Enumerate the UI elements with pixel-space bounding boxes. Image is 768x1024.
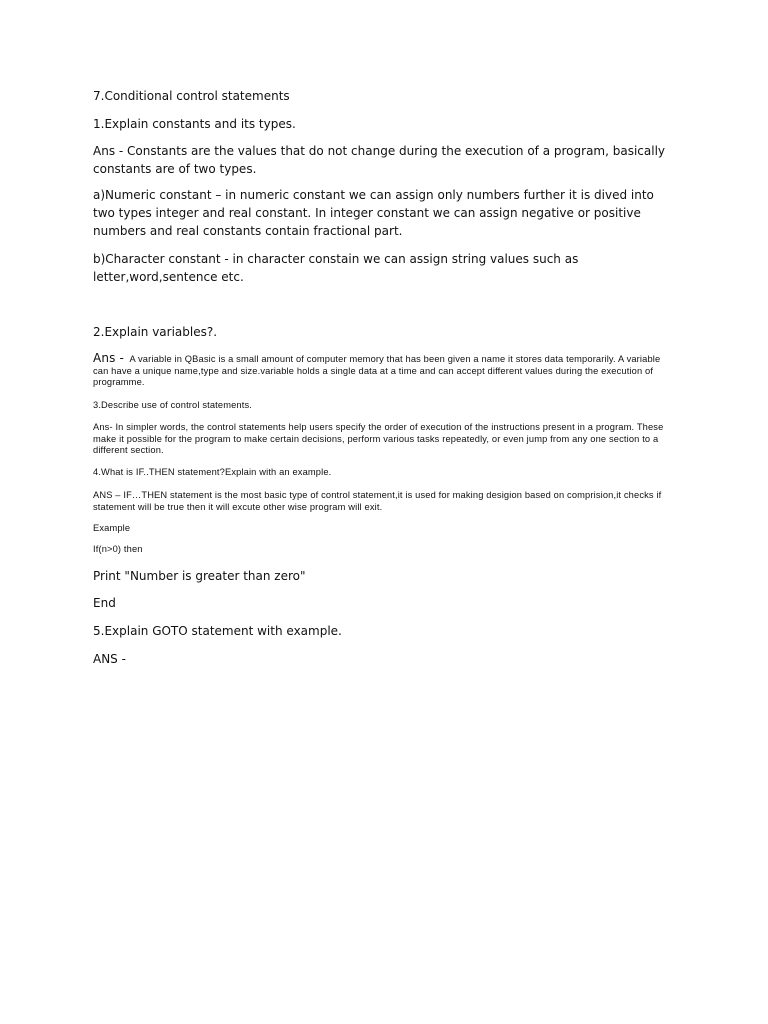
answer-4: ANS – IF…THEN statement is the most basic type of control statement,it is used for making desigion based on comprision,it checks if statement will be true then it will excute other wise program will exit.	[93, 490, 662, 512]
question-3: 3.Describe use of control statements.	[93, 400, 253, 410]
code-line-end: End	[93, 596, 116, 610]
answer-2	[93, 353, 673, 389]
question-2: 2.Explain variables?.	[93, 325, 218, 339]
answer-3: Ans- In simpler words, the control statements help users specify the order of execution of the instructions present in a program. These make it possible for the program to make certain decisions, perform various tasks repeatedly, or even jump from any one section to a different section.	[93, 422, 664, 455]
question-5: 5.Explain GOTO statement with example.	[93, 624, 342, 638]
answer-1-character-constant: b)Character constant - in character constain we can assign string values such as letter,word,sentence etc.	[93, 252, 579, 284]
example-label: Example	[93, 523, 131, 533]
answer-1: Ans - Constants are the values that do not change during the execution of a program, basically constants are of two types.	[93, 144, 666, 176]
code-line-if: If(n>0) then	[93, 544, 143, 554]
answer-2-text: A variable in QBasic is a small amount of computer memory that has been given a name it stores data temporarily. A variable can have a unique name,type and size.variable holds a single data at a time and can accept different values during the execution of programme.	[93, 354, 661, 387]
code-line-print: Print "Number is greater than zero"	[93, 569, 306, 583]
question-4: 4.What is IF..THEN statement?Explain with an example.	[93, 467, 332, 477]
question-1: 1.Explain constants and its types.	[93, 117, 296, 131]
answer-2-prefix: Ans -	[93, 351, 124, 365]
answer-5: ANS -	[93, 652, 126, 666]
answer-1-numeric-constant: a)Numeric constant – in numeric constant we can assign only numbers further it is dived into two types integer and real constant. In integer constant we can assign negative or positive numbers and real constants contain fractional part.	[93, 188, 654, 238]
document-heading: 7.Conditional control statements	[93, 89, 290, 103]
